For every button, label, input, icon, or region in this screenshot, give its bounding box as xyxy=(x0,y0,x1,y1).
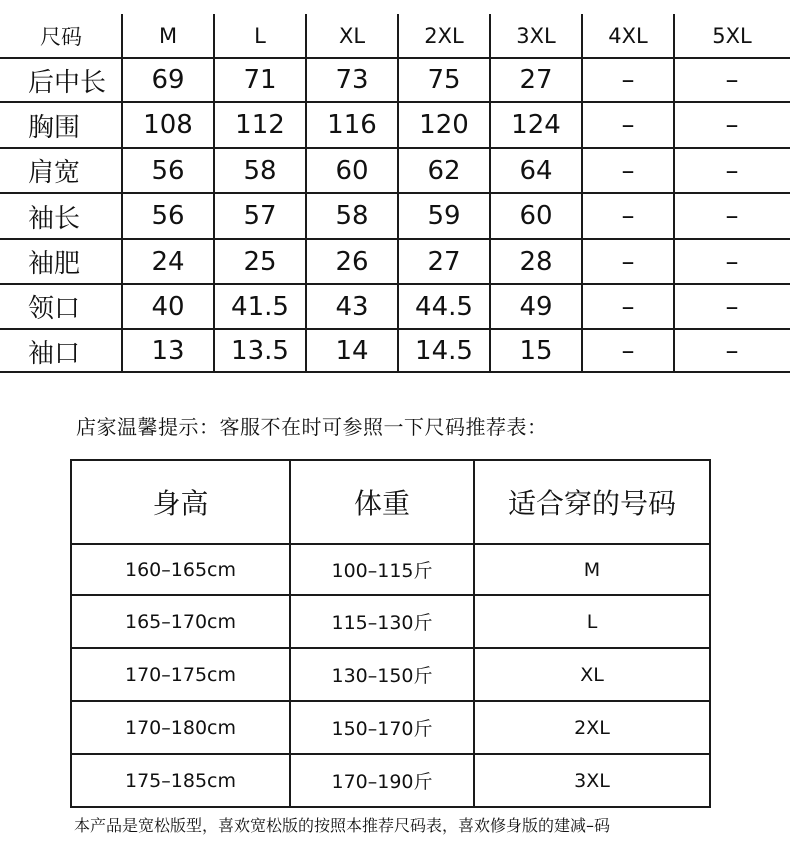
recommended-size: 3XL xyxy=(574,769,610,792)
measure-value-empty: – xyxy=(725,110,739,140)
recommendation-row xyxy=(72,702,709,753)
measure-value: 120 xyxy=(419,110,469,140)
size-chart-row xyxy=(0,284,790,329)
measure-value: 40 xyxy=(151,291,185,322)
measure-value-empty: – xyxy=(621,336,635,366)
measure-value: 27 xyxy=(519,65,553,95)
measure-value: 27 xyxy=(427,246,461,277)
measure-value: 28 xyxy=(519,246,553,277)
size-chart-table xyxy=(0,14,790,374)
size-chart-row xyxy=(0,58,790,102)
measure-value: 14 xyxy=(335,336,369,366)
table-rule xyxy=(0,371,790,373)
height-range: 175–185cm xyxy=(125,769,236,792)
size-chart-row xyxy=(0,193,790,239)
measure-value: 13.5 xyxy=(231,336,289,366)
measure-value: 44.5 xyxy=(415,291,473,322)
weight-range: 150–170斤 xyxy=(331,718,433,740)
measure-value: 41.5 xyxy=(231,291,289,322)
measure-value-empty: – xyxy=(725,65,739,95)
table-rule xyxy=(0,192,790,194)
measure-value: 116 xyxy=(327,110,377,140)
height-range: 165–170cm xyxy=(125,610,236,633)
recommendation-row xyxy=(72,649,709,700)
measure-value: 71 xyxy=(243,65,277,95)
measure-value-empty: – xyxy=(621,155,635,186)
weight-range: 100–115斤 xyxy=(331,560,433,582)
measure-label: 袖肥 xyxy=(28,249,81,279)
measure-value: 62 xyxy=(427,155,461,186)
recommended-size: XL xyxy=(580,663,604,686)
header-recommended-size: 适合穿的号码 xyxy=(507,487,676,520)
measure-value: 64 xyxy=(519,155,553,186)
header-size-l: L xyxy=(254,24,266,48)
measure-value: 75 xyxy=(427,65,461,95)
recommendation-header-row xyxy=(72,461,709,543)
measure-value: 112 xyxy=(235,110,285,140)
size-chart-row xyxy=(0,239,790,284)
header-size-5xl: 5XL xyxy=(712,24,752,48)
table-rule xyxy=(0,147,790,149)
measure-value-empty: – xyxy=(725,336,739,366)
measure-value: 58 xyxy=(335,201,369,231)
measure-value: 56 xyxy=(151,155,185,186)
table-rule xyxy=(581,14,583,373)
table-rule xyxy=(0,101,790,103)
recommended-size: 2XL xyxy=(574,716,610,739)
table-rule xyxy=(0,238,790,240)
fit-advice-note: 本产品是宽松版型，喜欢宽松版的按照本推荐尺码表，喜欢修身版的建减–码 xyxy=(74,816,611,835)
measure-value: 56 xyxy=(151,201,185,231)
header-size-4xl: 4XL xyxy=(608,24,648,48)
height-range: 170–175cm xyxy=(125,663,236,686)
measure-label: 肩宽 xyxy=(28,158,81,188)
measure-value: 124 xyxy=(511,110,561,140)
measure-label: 后中长 xyxy=(28,67,107,98)
measure-value: 14.5 xyxy=(415,336,473,366)
measure-label: 袖口 xyxy=(28,338,81,369)
measure-value: 26 xyxy=(335,246,369,277)
height-range: 160–165cm xyxy=(125,558,236,581)
measure-value: 25 xyxy=(243,246,277,277)
measure-value: 60 xyxy=(519,201,553,231)
measure-label: 袖长 xyxy=(28,203,81,234)
header-size-2xl: 2XL xyxy=(424,24,464,48)
header-weight: 体重 xyxy=(353,487,410,520)
table-rule xyxy=(0,283,790,285)
measure-value-empty: – xyxy=(725,155,739,186)
recommended-size: M xyxy=(583,558,601,581)
measure-value-empty: – xyxy=(725,201,739,231)
header-size-m: M xyxy=(158,24,178,48)
measure-value-empty: – xyxy=(725,291,739,322)
recommendation-row xyxy=(72,545,709,594)
weight-range: 115–130斤 xyxy=(331,612,433,634)
table-rule xyxy=(0,328,790,330)
table-rule xyxy=(0,57,790,59)
height-range: 170–180cm xyxy=(125,716,236,739)
measure-value: 49 xyxy=(519,291,553,322)
measure-value: 69 xyxy=(151,65,185,95)
table-rule xyxy=(397,14,399,373)
measure-value-empty: – xyxy=(621,291,635,322)
table-rule xyxy=(213,14,215,373)
measure-value: 108 xyxy=(143,110,193,140)
measure-value: 15 xyxy=(519,336,553,366)
shop-tip-text: 店家温馨提示：客服不在时可参照一下尺码推荐表： xyxy=(76,415,548,439)
header-size-label: 尺码 xyxy=(40,25,82,49)
recommendation-row xyxy=(72,755,709,806)
measure-value-empty: – xyxy=(621,65,635,95)
measure-value: 60 xyxy=(335,155,369,186)
measure-value-empty: – xyxy=(621,110,635,140)
table-rule xyxy=(673,14,675,373)
measure-value: 58 xyxy=(243,155,277,186)
recommended-size: L xyxy=(586,610,598,633)
measure-label: 领口 xyxy=(28,294,81,324)
header-size-xl: XL xyxy=(338,24,366,48)
table-rule xyxy=(121,14,123,373)
measure-value: 13 xyxy=(151,336,185,366)
measure-value: 59 xyxy=(427,201,461,231)
weight-range: 130–150斤 xyxy=(331,665,433,687)
size-chart-row xyxy=(0,148,790,193)
measure-value-empty: – xyxy=(725,246,739,277)
weight-range: 170–190斤 xyxy=(331,771,433,793)
measure-value-empty: – xyxy=(621,201,635,231)
size-recommendation-table xyxy=(70,459,711,808)
size-chart-header-row xyxy=(0,14,790,58)
header-height: 身高 xyxy=(152,487,209,520)
measure-value: 57 xyxy=(243,201,277,231)
measure-value-empty: – xyxy=(621,246,635,277)
table-rule xyxy=(305,14,307,373)
table-rule xyxy=(489,14,491,373)
measure-value: 73 xyxy=(335,65,369,95)
measure-value: 43 xyxy=(335,291,369,322)
measure-value: 24 xyxy=(151,246,185,277)
size-chart-row xyxy=(0,329,790,373)
size-chart-row xyxy=(0,102,790,148)
measure-label: 胸围 xyxy=(28,112,81,143)
header-size-3xl: 3XL xyxy=(516,24,556,48)
recommendation-row xyxy=(72,596,709,647)
